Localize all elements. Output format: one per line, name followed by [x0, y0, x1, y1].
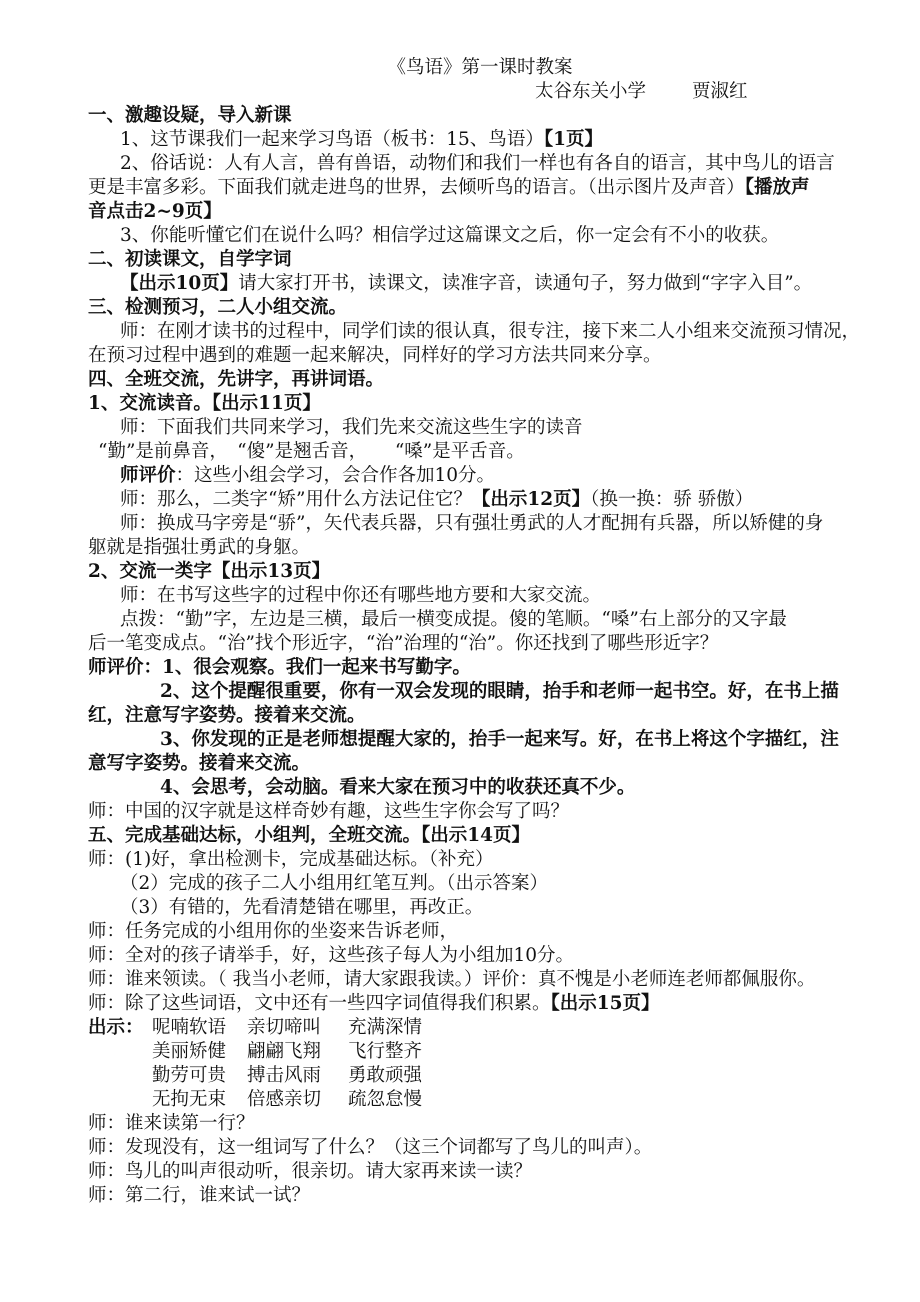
text-line	[88, 392, 872, 416]
text-line	[88, 512, 872, 536]
line-text: 师：在刚才读书的过程中，同学们读的很认真，很专注，接下来二人小组来交流预习情况，	[120, 321, 861, 342]
emphasis-text: 红，注意写字姿势。接着来交流。	[88, 705, 366, 726]
line-text: 师：鸟儿的叫声很动听，很亲切。请大家再来读一读？	[88, 1161, 533, 1182]
emphasis-text: 4、会思考，会动脑。看来大家在预习中的收获还真不少。	[160, 777, 636, 798]
vocab-word: 翩翩飞翔	[247, 1041, 322, 1062]
text-line	[88, 464, 872, 488]
text-line	[88, 440, 872, 464]
text-line	[88, 368, 872, 392]
vocab-word: 呢喃软语	[152, 1017, 227, 1038]
school-name: 太谷东关小学	[535, 81, 647, 102]
line-text: （2）完成的孩子二人小组用红笔互判。（出示答案）	[120, 873, 549, 894]
text-line	[88, 968, 872, 992]
vocab-word: 亲切啼叫	[247, 1017, 322, 1038]
emphasis-text: 2、交流一类字【出示13页】	[88, 561, 331, 582]
emphasis-text: 音点击2~9页】	[88, 201, 222, 222]
vocab-word: 无拘无束	[152, 1089, 227, 1110]
text-line	[88, 296, 872, 320]
emphasis-text: 一、激趣设疑，导入新课	[88, 105, 292, 126]
text-line	[88, 1184, 872, 1208]
line-text: 师：任务完成的小组用你的坐姿来告诉老师，	[88, 921, 459, 942]
line-text: 师：发现没有，这一组词写了什么？（这三个词都写了鸟儿的叫声）。	[88, 1137, 653, 1158]
author-name: 贾淑红	[692, 81, 748, 102]
text-line	[88, 704, 872, 728]
line-text: ：这些小组会学习，会合作各加10分。	[175, 465, 496, 486]
emphasis-text: 【出示15页】	[550, 993, 660, 1014]
line-text: 躯就是指强壮勇武的身躯。	[88, 537, 311, 558]
text-line	[88, 536, 872, 560]
text-line	[88, 272, 872, 296]
line-text: 师：中国的汉字就是这样奇妙有趣，这些生字你会写了吗？	[88, 801, 570, 822]
emphasis-text: 1、交流读音。【出示11页】	[88, 393, 321, 414]
line-text: 在预习过程中遇到的难题一起来解决，同样好的学习方法共同来分享。	[88, 345, 662, 366]
vocab-row	[88, 1040, 872, 1064]
line-text: 请大家打开书，读课文，读准字音，读通句子，努力做到“字字入目”。	[238, 273, 813, 294]
emphasis-text: 五、完成基础达标，小组判，全班交流。【出示14页】	[88, 825, 530, 846]
emphasis-text: 【出示10页】	[120, 273, 239, 294]
vocab-word: 搏击风雨	[247, 1065, 322, 1086]
text-line	[88, 152, 872, 176]
vocab-word: 美丽矫健	[152, 1041, 227, 1062]
line-text: 师：第二行，谁来试一试？	[88, 1185, 311, 1206]
emphasis-text: 【播放声	[744, 177, 810, 198]
line-text: 师：在书写这些字的过程中你还有哪些地方要和大家交流。	[120, 585, 602, 606]
text-line	[88, 176, 872, 200]
text-line	[88, 944, 872, 968]
author-line	[88, 80, 872, 104]
line-text: 师：谁来领读。（ 我当小老师，请大家跟我读。）评价：真不愧是小老师连老师都佩服你。	[88, 969, 816, 990]
line-text: 师：谁来读第一行？	[88, 1113, 255, 1134]
emphasis-text: 意写字姿势。接着来交流。	[88, 753, 311, 774]
vocab-row	[88, 1088, 872, 1112]
line-text: 更是丰富多彩。下面我们就走进鸟的世界，去倾听鸟的语言。（出示图片及声音）	[88, 177, 745, 198]
line-text: 师：那么，二类字“矫”用什么方法记住它？	[120, 489, 472, 510]
text-line	[88, 656, 872, 680]
text-line	[88, 992, 872, 1016]
text-line	[88, 128, 872, 152]
line-text: 后一笔变成点。“治”找个形近字，“治”治理的“治”。你还找到了哪些形近字？	[88, 633, 719, 654]
line-text: 师：(1)好，拿出检测卡，完成基础达标。（补充）	[88, 849, 494, 870]
text-line	[88, 488, 872, 512]
vocab-word: 倍感亲切	[247, 1089, 322, 1110]
vocab-label: 出示：	[88, 1017, 144, 1038]
text-line	[88, 776, 872, 800]
line-text: 点拨：“勤”字，左边是三横，最后一横变成提。傻的笔顺。“嗓”右上部分的又字最	[120, 609, 787, 630]
line-text: 师：除了这些词语，文中还有一些四字词值得我们积累。	[88, 993, 551, 1014]
text-line	[88, 320, 872, 344]
emphasis-text: 师评价：1、很会观察。我们一起来书写勤字。	[88, 657, 471, 678]
vocab-word: 疏忽怠慢	[348, 1089, 423, 1110]
emphasis-text: 【1页】	[543, 129, 603, 150]
line-text: 2、俗话说：人有人言，兽有兽语，动物们和我们一样也有各自的语言，其中鸟儿的语言	[120, 153, 835, 174]
text-line	[88, 344, 872, 368]
text-line	[88, 728, 872, 752]
line-text: （换一换：骄 骄傲）	[590, 489, 754, 510]
text-line	[88, 608, 872, 632]
vocab-row	[88, 1064, 872, 1088]
emphasis-text: 【出示12页】	[471, 489, 591, 510]
text-line	[88, 200, 872, 224]
vocab-word: 勤劳可贵	[152, 1065, 227, 1086]
emphasis-text: 师评价	[120, 465, 176, 486]
text-line	[88, 416, 872, 440]
text-line	[88, 560, 872, 584]
vocab-word: 飞行整齐	[348, 1041, 423, 1062]
text-line	[88, 248, 872, 272]
vocab-word: 充满深情	[348, 1017, 423, 1038]
text-line	[88, 1136, 872, 1160]
vocab-word: 勇敢顽强	[348, 1065, 423, 1086]
text-line	[88, 104, 872, 128]
text-line	[88, 824, 872, 848]
text-line	[88, 680, 872, 704]
emphasis-text: 四、全班交流，先讲字，再讲词语。	[88, 369, 385, 390]
text-line	[88, 224, 872, 248]
line-text: （3）有错的，先看清楚错在哪里，再改正。	[120, 897, 484, 918]
text-line	[88, 848, 872, 872]
line-text: 师：下面我们共同来学习，我们先来交流这些生字的读音	[120, 417, 583, 438]
lesson-plan	[88, 56, 872, 1208]
emphasis-text: 2、这个提醒很重要，你有一双会发现的眼睛，抬手和老师一起书空。好，在书上描	[160, 681, 839, 702]
document-body	[88, 104, 872, 1208]
text-line	[88, 632, 872, 656]
line-text: 1、这节课我们一起来学习鸟语（板书：15、鸟语）	[120, 129, 544, 150]
vocab-row	[88, 1016, 872, 1040]
text-line	[88, 896, 872, 920]
emphasis-text: 二、初读课文，自学字词	[88, 249, 292, 270]
text-line	[88, 800, 872, 824]
text-line	[88, 920, 872, 944]
line-text: “勤”是前鼻音， “傻”是翘舌音， “嗓”是平舌音。	[98, 441, 525, 462]
text-line	[88, 1160, 872, 1184]
emphasis-text: 三、检测预习，二人小组交流。	[88, 297, 348, 318]
text-line	[88, 752, 872, 776]
document-title: 《鸟语》第一课时教案	[387, 57, 573, 78]
line-text: 师：全对的孩子请举手，好，这些孩子每人为小组加10分。	[88, 945, 575, 966]
line-text: 师：换成马字旁是“骄”，矢代表兵器，只有强壮勇武的人才配拥有兵器，所以矫健的身	[120, 513, 824, 534]
text-line	[88, 584, 872, 608]
text-line	[88, 1112, 872, 1136]
emphasis-text: 3、你发现的正是老师想提醒大家的，抬手一起来写。好，在书上将这个字描红，注	[160, 729, 839, 750]
text-line	[88, 872, 872, 896]
line-text: 3、你能听懂它们在说什么吗？相信学过这篇课文之后，你一定会有不小的收获。	[120, 225, 780, 246]
